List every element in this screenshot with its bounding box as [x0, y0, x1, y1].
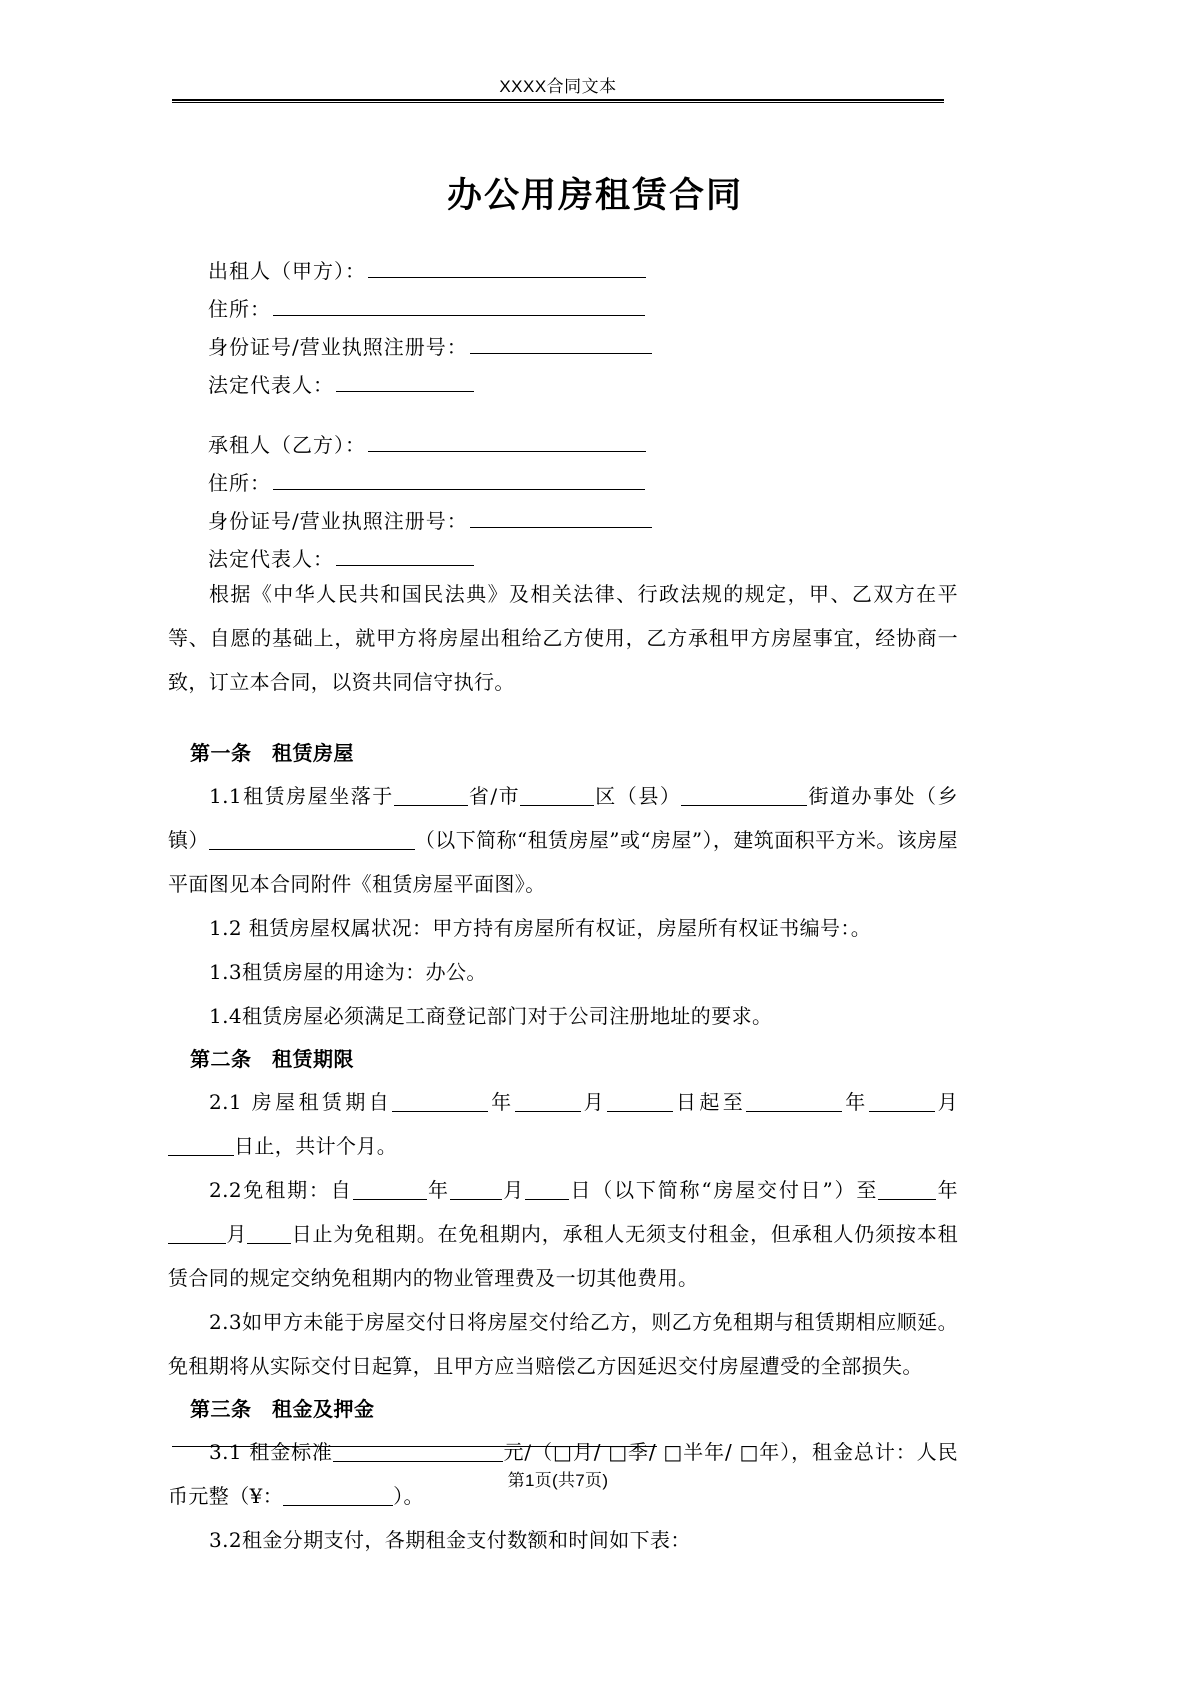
lessor-address-blank[interactable] [273, 295, 645, 316]
lessee-id-blank[interactable] [470, 507, 652, 528]
clause-2-2-text-1: 2.2免租期：自 [209, 1178, 353, 1202]
lessor-name-label: 出租人（甲方）： [208, 259, 366, 283]
lessee-rep-blank[interactable] [336, 545, 474, 566]
clause-3-2: 3.2租金分期支付，各期租金支付数额和时间如下表： [209, 1528, 691, 1552]
clause-3-1-text-3: ），租金总计：人民币 [168, 1440, 958, 1508]
clause-2-1-text-5: 年 [842, 1090, 869, 1114]
clause-2-1-text-4: 日起至 [672, 1090, 747, 1114]
lessor-name-blank[interactable] [368, 257, 646, 278]
lessee-name-label: 承租人（乙方）： [208, 433, 366, 457]
clause-2-1-text-7: 日止，共计 [234, 1134, 336, 1158]
clause-2-2-text-5: 年 [936, 1178, 959, 1202]
clause-1-1-text-3: 区（县） [594, 784, 682, 808]
lessee-name-blank[interactable] [368, 431, 646, 452]
clause-1-1-text-5: （以下简称“租赁房屋”或“房屋”），建筑面积 [414, 828, 816, 852]
lessee-address-label: 住所： [208, 471, 271, 495]
clause-2-2-text-6: 月 [226, 1222, 248, 1246]
lessor-id-line [208, 328, 968, 366]
clause-1-1-blank-district[interactable] [520, 786, 594, 806]
clause-2-1-text-3: 月 [580, 1090, 607, 1114]
lessor-address-line [208, 290, 968, 328]
lessee-name-line [208, 426, 968, 464]
clause-2-2-blank-start-day[interactable] [525, 1180, 569, 1200]
clause-3-1-text-5: ）。 [393, 1484, 424, 1508]
clause-1-1-text-4: 街道办事处（乡镇） [168, 784, 958, 852]
lessee-address-line [208, 464, 968, 502]
clause-1-1-text-1: 1.1租赁房屋坐落于 [209, 784, 394, 808]
clause-2-1-text-8: 个月。 [336, 1134, 398, 1158]
clause-2-2-blank-end-year[interactable] [878, 1180, 936, 1200]
clause-2-1 [168, 1080, 958, 1168]
clause-1-1-blank-street[interactable] [681, 786, 807, 806]
clause-2-2-text-7: 日止为免租期。在免租期内，承租人无须支付租金，但承租人仍须按本租赁合同的规定交纳免租期内的物业管理费及一切其他费用。 [168, 1222, 958, 1290]
clause-2-1-blank-start-day[interactable] [607, 1092, 673, 1112]
clause-2-1-blank-start-year[interactable] [392, 1092, 488, 1112]
clause-1-1-blank-detail[interactable] [209, 830, 415, 850]
lessor-id-blank[interactable] [470, 333, 652, 354]
header-divider [172, 99, 944, 103]
clause-2-2-text-3: 月 [501, 1178, 526, 1202]
lessee-id-label: 身份证号/营业执照注册号： [208, 509, 468, 533]
clause-2-2-blank-end-day[interactable] [247, 1224, 291, 1244]
document-body [168, 572, 958, 1562]
clause-1-1 [168, 774, 958, 906]
clause-1-2-text-1: 1.2 租赁房屋权属状况：甲方持有房屋所有权证，房屋所有权证书编号： [209, 916, 851, 940]
checkbox-half-year[interactable]: □半年/ [663, 1440, 740, 1464]
clause-3-1-text-1: 3.1 租金标准 [209, 1440, 333, 1464]
clause-2-3: 2.3如甲方未能于房屋交付日将房屋交付给乙方，则乙方免租期与租赁期相应顺延。免租期将从实际交付日起算，且甲方应当赔偿乙方因延迟交付房屋遭受的全部损失。 [168, 1310, 958, 1378]
lessor-rep-label: 法定代表人： [208, 373, 334, 397]
clause-1-1-text-6: 平方米。该房屋平面图见本合同附件《租赁房屋平面图》。 [168, 828, 958, 896]
lessee-rep-label: 法定代表人： [208, 547, 334, 571]
lessor-block [208, 252, 968, 404]
clause-2-1-text-2: 年 [488, 1090, 515, 1114]
lessor-address-label: 住所： [208, 297, 271, 321]
parties-section [208, 252, 968, 600]
lessee-id-line [208, 502, 968, 540]
clause-2-1-text-1: 2.1 房屋租赁期自 [209, 1090, 393, 1114]
clause-2-1-blank-end-day[interactable] [168, 1136, 234, 1156]
page-footer: 第1页(共7页) [507, 1471, 609, 1490]
section-heading-3: 第三条 租金及押金 [190, 1397, 375, 1421]
lessee-address-blank[interactable] [273, 469, 645, 490]
lessor-rep-blank[interactable] [336, 371, 474, 392]
lessor-id-label: 身份证号/营业执照注册号： [208, 335, 468, 359]
clause-2-1-blank-end-year[interactable] [746, 1092, 842, 1112]
preamble-paragraph: 根据《中华人民共和国民法典》及相关法律、行政法规的规定，甲、乙双方在平等、自愿的基础上，就甲方将房屋出租给乙方使用，乙方承租甲方房屋事宜，经协商一致，订立本合同，以资共同信守执行。 [168, 582, 958, 694]
clause-2-2-blank-start-month[interactable] [450, 1180, 502, 1200]
clause-2-2 [168, 1168, 958, 1300]
clause-1-1-text-2: 省/市 [467, 784, 521, 808]
checkbox-year[interactable]: □年 [739, 1440, 781, 1464]
checkbox-quarter[interactable]: □季/ [608, 1440, 664, 1464]
document-title: 办公用房租赁合同 [446, 175, 743, 216]
clause-2-2-text-4: 日（以下简称“房屋交付日”）至 [569, 1178, 879, 1202]
clause-1-3: 1.3租赁房屋的用途为：办公。 [209, 960, 487, 984]
clause-1-4: 1.4租赁房屋必须满足工商登记部门对于公司注册地址的要求。 [209, 1004, 773, 1028]
clause-3-1-blank-rent[interactable] [333, 1442, 503, 1462]
clause-2-2-blank-end-month[interactable] [168, 1224, 226, 1244]
lessor-rep-line [208, 366, 968, 404]
clause-2-1-text-6: 月 [934, 1090, 958, 1114]
footer-divider [172, 1446, 657, 1447]
section-heading-1: 第一条 租赁房屋 [190, 741, 354, 765]
lessor-name-line [208, 252, 968, 290]
clause-2-2-blank-start-year[interactable] [353, 1180, 427, 1200]
checkbox-month[interactable]: □月/ [553, 1440, 609, 1464]
clause-3-1-text-4: 元整（¥： [188, 1484, 284, 1508]
page-header: XXXX合同文本 [499, 77, 617, 96]
section-heading-2: 第二条 租赁期限 [190, 1047, 354, 1071]
clause-1-2 [168, 906, 958, 950]
clause-1-2-text-2: 。 [850, 916, 872, 940]
spacer [168, 704, 958, 732]
clause-2-1-blank-end-month[interactable] [869, 1092, 935, 1112]
clause-1-1-blank-province[interactable] [394, 786, 468, 806]
clause-2-2-text-2: 年 [426, 1178, 450, 1202]
clause-2-1-blank-start-month[interactable] [515, 1092, 581, 1112]
lessee-block [208, 426, 968, 578]
clause-3-1-text-2: 元/（ [502, 1440, 554, 1464]
